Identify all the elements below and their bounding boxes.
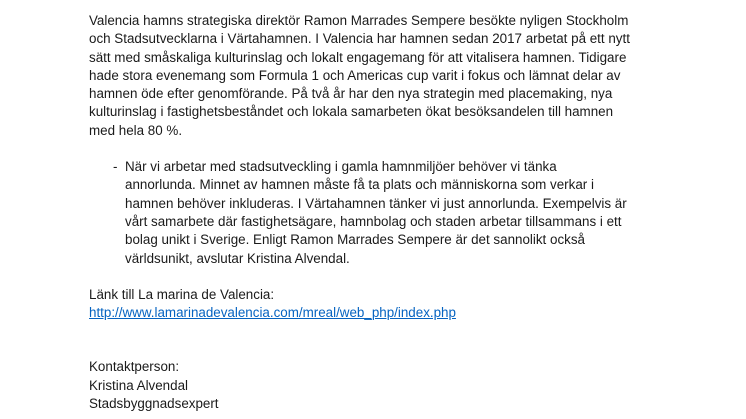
intro-line: Valencia hamns strategiska direktör Ramon Marrades Sempere besökte nyligen Stockholm <box>89 13 629 28</box>
intro-line: kulturinslag i fastighetsbeståndet och lokala samarbeten ökat besöksandelen till hamnen <box>89 104 614 120</box>
contact-title: Stadsbyggnadsexpert <box>89 396 219 412</box>
quote-line: bolag unikt i Sverige. Enligt Ramon Marrades Sempere är det sannolikt också <box>125 232 585 248</box>
quote-line: annorlunda. Minnet av hamnen måste få ta plats och människorna som verkar i <box>125 177 594 193</box>
contact-section <box>89 358 689 413</box>
document-page <box>89 12 689 413</box>
intro-line: och Stadsutvecklarna i Värtahamnen. I Valencia har hamnen sedan 2017 arbetat på ett nytt <box>89 31 630 47</box>
intro-paragraph <box>89 12 689 140</box>
quote-line: När vi arbetar med stadsutveckling i gamla hamnmiljöer behöver vi tänka <box>125 159 557 175</box>
quote-line: hamnen behöver inkluderas. I Värtahamnen tänker vi just annorlunda. Exempelvis är <box>125 195 627 211</box>
quote-line: världsunikt, avslutar Kristina Alvendal. <box>125 250 350 266</box>
quote-bullet <box>89 158 689 268</box>
intro-line: med hela 80 %. <box>89 122 183 138</box>
valencia-marina-link[interactable]: http://www.lamarinadevalencia.com/mreal/web_php/index.php <box>89 305 456 321</box>
link-section <box>89 286 689 323</box>
quote-line: vårt samarbete där fastighetsägare, hamnbolag och staden arbetar tillsammans i ett <box>125 213 622 229</box>
contact-name: Kristina Alvendal <box>89 377 188 393</box>
intro-line: sätt med småskaliga kulturinslag och lokalt engagemang för att vitalisera hamnen. Tidigare <box>89 49 627 65</box>
intro-line: hade stora evenemang som Formula 1 och Americas cup varit i fokus och lämnat delar av <box>89 67 621 83</box>
contact-heading: Kontaktperson: <box>89 359 180 375</box>
bullet-dash: - <box>113 159 118 175</box>
intro-line: hamnen öde efter genomförande. På två år har den nya strategin med placemaking, nya <box>89 86 613 102</box>
link-label: Länk till La marina de Valencia: <box>89 286 275 302</box>
